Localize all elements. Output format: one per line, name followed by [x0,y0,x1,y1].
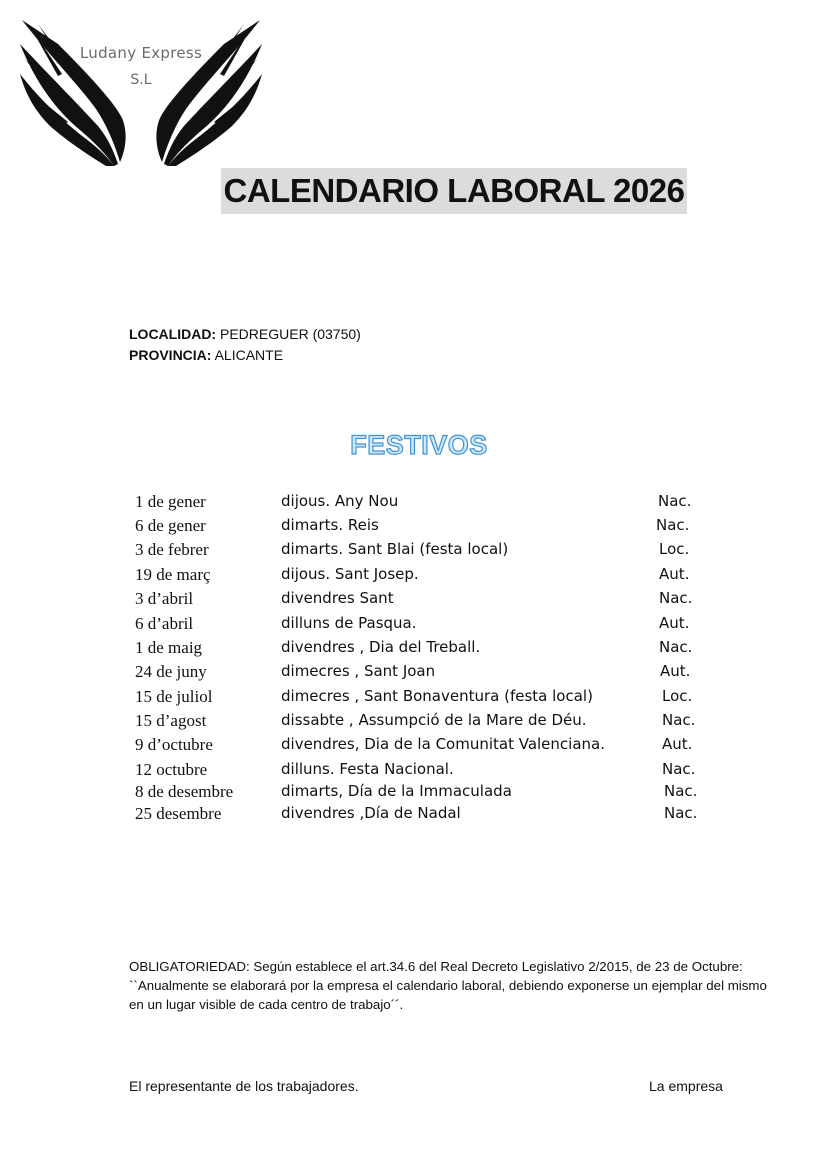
holiday-description: dilluns. Festa Nacional. [281,760,454,778]
holiday-description: dilluns de Pasqua. [281,614,417,632]
holiday-type: Nac. [659,589,693,607]
holiday-type: Nac. [664,804,698,822]
signature-company: La empresa [649,1078,723,1094]
holiday-row [0,782,838,806]
holiday-row [0,804,838,828]
holiday-type: Aut. [659,565,690,583]
holiday-description: divendres Sant [281,589,394,607]
holiday-description: dijous. Any Nou [281,492,399,510]
holiday-type: Aut. [659,614,690,632]
holiday-row [0,760,838,784]
localidad-value: PEDREGUER (03750) [216,326,361,342]
holiday-date: 6 d’abril [135,614,194,633]
provincia-label: PROVINCIA: [129,347,212,363]
holiday-row [0,565,838,589]
holiday-row [0,662,838,686]
holiday-date: 3 d’abril [135,589,194,608]
holiday-date: 12 octubre [135,760,208,779]
holiday-type: Aut. [662,735,693,753]
localidad-line [129,324,361,345]
holiday-row [0,638,838,662]
holiday-date: 1 de gener [135,492,206,511]
holiday-row [0,711,838,735]
provincia-value: ALICANTE [211,347,284,363]
holiday-description: divendres , Dia del Treball. [281,638,481,656]
holiday-date: 25 desembre [135,804,222,823]
holiday-date: 15 de juliol [135,687,213,706]
holiday-description: divendres ,Día de Nadal [281,804,461,822]
holiday-type: Nac. [662,760,696,778]
logo-text-line1: Ludany Express [79,44,203,62]
holiday-row [0,492,838,516]
holiday-date: 9 d’octubre [135,735,213,754]
holiday-row [0,516,838,540]
location-block [129,324,361,366]
holiday-row [0,687,838,711]
holiday-description: dissabte , Assumpció de la Mare de Déu. [281,711,587,729]
holiday-description: dimecres , Sant Joan [281,662,436,680]
holiday-description: dijous. Sant Josep. [281,565,419,583]
company-logo [18,14,264,166]
holiday-row [0,735,838,759]
holiday-type: Nac. [662,711,696,729]
holiday-date: 8 de desembre [135,782,234,801]
wings-icon [18,14,264,166]
holiday-description: dimarts. Sant Blai (festa local) [281,540,509,558]
holiday-row [0,614,838,638]
obligatoriedad-note: OBLIGATORIEDAD: Según establece el art.34.6 del Real Decreto Legislativo 2/2015, de 23 de Octubre: ``Anualmente se elaborará por la empresa el calendario laboral, debiendo exponerse un ejemplar del mismo en un lugar visible de cada centro de trabajo´´. [129,959,767,1012]
holiday-type: Aut. [660,662,691,680]
holiday-type: Nac. [656,516,690,534]
holiday-row [0,540,838,564]
festivos-heading: FESTIVOS [350,430,488,460]
holiday-date: 19 de març [135,565,211,584]
logo-text-line2: S.L [130,72,152,88]
holiday-row [0,589,838,613]
holiday-description: dimecres , Sant Bonaventura (festa local) [281,687,593,705]
holiday-date: 3 de febrer [135,540,209,559]
holiday-type: Loc. [662,687,693,705]
holiday-type: Nac. [664,782,698,800]
localidad-label: LOCALIDAD: [129,326,217,342]
provincia-line [129,345,361,366]
holiday-date: 1 de maig [135,638,203,657]
holiday-date: 24 de juny [135,662,207,681]
holiday-type: Nac. [659,638,693,656]
holiday-description: dimarts. Reis [281,516,379,534]
page-title: CALENDARIO LABORAL 2026 [221,168,687,214]
signature-workers-representative: El representante de los trabajadores. [129,1078,359,1094]
holiday-date: 6 de gener [135,516,206,535]
holiday-description: divendres, Dia de la Comunitat Valenciana. [281,735,605,753]
holiday-type: Loc. [659,540,690,558]
holiday-type: Nac. [658,492,692,510]
holiday-description: dimarts, Día de la Immaculada [281,782,512,800]
holiday-date: 15 d’agost [135,711,207,730]
